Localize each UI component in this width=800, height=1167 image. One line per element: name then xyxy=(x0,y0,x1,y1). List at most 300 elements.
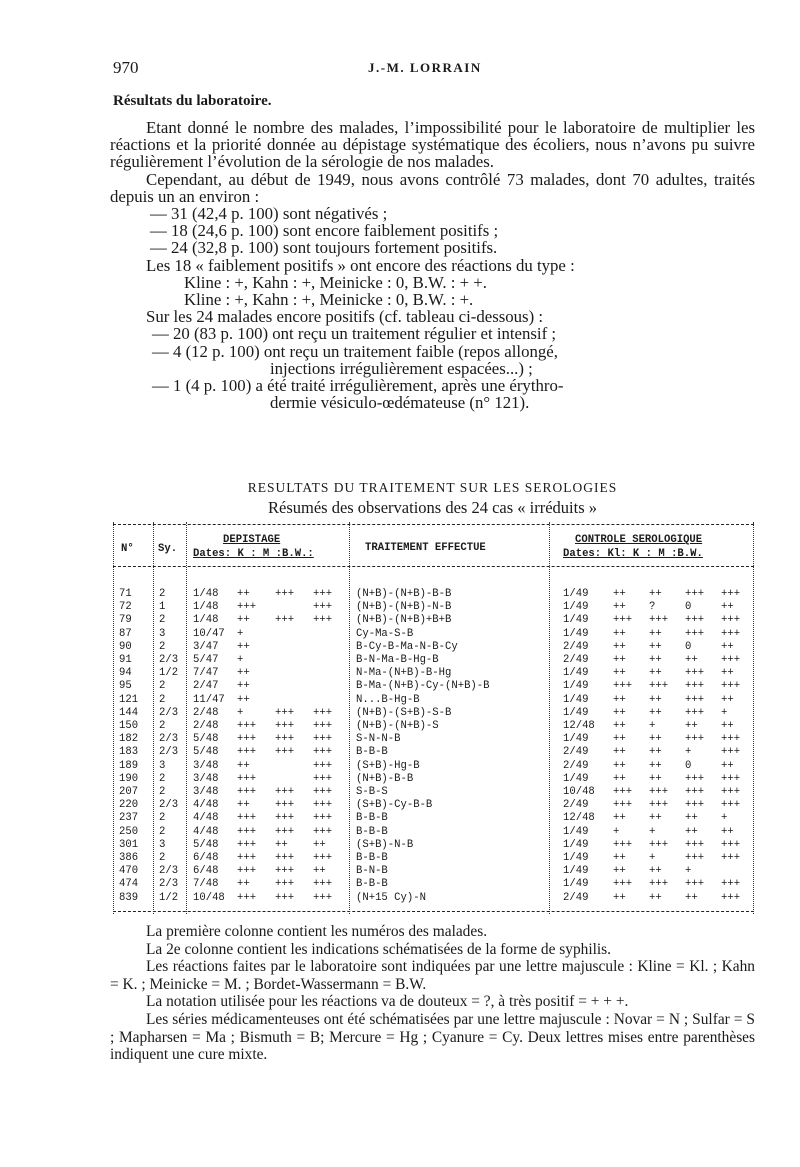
cell-meinicke: +++ xyxy=(275,825,295,838)
cell-date: 3/48 xyxy=(193,759,219,772)
cell-meinicke: +++ xyxy=(275,746,295,759)
cell-traitement: (N+B)-(N+B)+B+B xyxy=(356,614,452,627)
table-divider xyxy=(549,522,550,914)
cell-date: 5/48 xyxy=(193,733,219,746)
cell-bw: ++ xyxy=(313,865,326,878)
reaction-line: Kline : +, Kahn : +, Meinicke : 0, B.W. : +. xyxy=(184,290,474,310)
cell-kahn: +++ xyxy=(237,891,257,904)
cell-traitement: N-Ma-(N+B)-B-Hg xyxy=(356,667,452,680)
cell-kahn: ++ xyxy=(237,693,250,706)
list-item-weak: — 18 (24,6 p. 100) sont encore faiblement positifs ; xyxy=(150,221,499,241)
cell-control-kahn: ++ xyxy=(649,891,662,904)
cell-kahn: +++ xyxy=(237,838,257,851)
cell-control-date: 1/49 xyxy=(563,614,589,627)
cell-traitement: (S+B)-N-B xyxy=(356,838,414,851)
cell-control-meinicke: +++ xyxy=(685,852,705,864)
cell-control-kahn: ++ xyxy=(649,654,662,666)
cell-bw: +++ xyxy=(313,891,333,904)
cell-sy: 3 xyxy=(159,838,166,851)
cell-sy: 2 xyxy=(159,640,166,653)
cell-control-kline: +++ xyxy=(613,614,633,627)
cell-control-kline: ++ xyxy=(613,588,626,600)
cell-sy: 2 xyxy=(159,614,166,627)
cell-bw: +++ xyxy=(313,786,333,798)
cell-no: 71 xyxy=(119,588,132,600)
cell-control-kline: ++ xyxy=(613,720,626,732)
cell-control-kahn: +++ xyxy=(649,799,669,812)
cell-control-kahn: ++ xyxy=(649,627,662,640)
cell-control-bw: ++ xyxy=(721,825,734,838)
cell-sy: 3 xyxy=(159,627,166,640)
cell-date: 1/48 xyxy=(193,601,219,614)
cell-date: 6/48 xyxy=(193,852,219,864)
cell-traitement: B-N-B xyxy=(356,865,388,878)
cell-no: 839 xyxy=(119,891,139,904)
cell-no: 237 xyxy=(119,812,139,825)
cell-traitement: (N+B)-(N+B)-S xyxy=(356,720,439,732)
cell-control-date: 1/49 xyxy=(563,601,589,614)
cell-control-date: 1/49 xyxy=(563,852,589,864)
cell-sy: 2/3 xyxy=(159,706,179,719)
cell-meinicke: +++ xyxy=(275,614,295,627)
table-title: RESULTATS DU TRAITEMENT SUR LES SEROLOGIES xyxy=(247,480,618,495)
cell-control-date: 1/49 xyxy=(563,693,589,706)
cell-no: 150 xyxy=(119,720,139,732)
cell-control-kahn: +++ xyxy=(649,614,669,627)
table-divider xyxy=(153,522,154,914)
cell-control-kahn: ++ xyxy=(649,640,662,653)
footnote: La notation utilisée pour les réactions va de douteux = ?, à très positif = + + +. xyxy=(146,993,629,1011)
cell-sy: 2 xyxy=(159,812,166,825)
cell-kahn: +++ xyxy=(237,852,257,864)
cell-sy: 2/3 xyxy=(159,865,179,878)
cell-no: 95 xyxy=(119,680,132,693)
cell-kahn: +++ xyxy=(237,812,257,825)
cell-date: 3/48 xyxy=(193,786,219,798)
cell-sy: 1/2 xyxy=(159,891,179,904)
cell-control-bw: +++ xyxy=(721,588,741,600)
cell-control-kline: ++ xyxy=(613,852,626,864)
cell-control-kline: ++ xyxy=(613,746,626,759)
cell-control-bw: ++ xyxy=(721,720,734,732)
cell-control-kline: ++ xyxy=(613,733,626,746)
cell-kahn: ++ xyxy=(237,759,250,772)
cell-bw: +++ xyxy=(313,746,333,759)
cell-control-kline: ++ xyxy=(613,772,626,785)
cell-control-kahn: ++ xyxy=(649,772,662,785)
cell-sy: 2 xyxy=(159,852,166,864)
cell-control-date: 2/49 xyxy=(563,799,589,812)
footnote: La 2e colonne contient les indications schématisées de la forme de syphilis. xyxy=(146,940,612,958)
cell-kahn: +++ xyxy=(237,720,257,732)
cell-control-kahn: ++ xyxy=(649,812,662,825)
cell-control-date: 12/48 xyxy=(563,812,595,825)
page-number: 970 xyxy=(113,58,139,77)
cell-control-bw: +++ xyxy=(721,746,741,759)
cell-sy: 2/3 xyxy=(159,746,179,759)
cell-control-kahn: + xyxy=(649,825,656,838)
cell-meinicke: +++ xyxy=(275,799,295,812)
cell-kahn: +++ xyxy=(237,825,257,838)
cell-kahn: + xyxy=(237,654,244,666)
cell-control-bw: + xyxy=(721,706,728,719)
cell-date: 5/48 xyxy=(193,746,219,759)
cell-no: 207 xyxy=(119,786,139,798)
cell-meinicke: +++ xyxy=(275,865,295,878)
running-head: J.-M. LORRAIN xyxy=(368,60,482,75)
cell-no: 250 xyxy=(119,825,139,838)
cell-control-kahn: ++ xyxy=(649,706,662,719)
cell-control-kline: +++ xyxy=(613,680,633,693)
cell-control-kahn: +++ xyxy=(649,878,669,891)
table-divider xyxy=(753,522,754,914)
table-divider xyxy=(113,522,114,914)
cell-control-kline: ++ xyxy=(613,706,626,719)
cell-sy: 2 xyxy=(159,680,166,693)
cell-kahn: ++ xyxy=(237,667,250,680)
cell-bw: +++ xyxy=(313,825,333,838)
cell-control-bw: +++ xyxy=(721,891,741,904)
cell-kahn: ++ xyxy=(237,588,250,600)
cell-control-bw: +++ xyxy=(721,680,741,693)
cell-traitement: (N+B)-(N+B)-N-B xyxy=(356,601,452,614)
cell-bw: +++ xyxy=(313,772,333,785)
cell-sy: 2/3 xyxy=(159,733,179,746)
cell-date: 4/48 xyxy=(193,799,219,812)
cell-bw: ++ xyxy=(313,838,326,851)
cell-kahn: +++ xyxy=(237,733,257,746)
cell-meinicke: +++ xyxy=(275,812,295,825)
cell-no: 72 xyxy=(119,601,132,614)
table-divider xyxy=(349,522,350,914)
footnote: Les séries médicamenteuses ont été schématisées par une lettre majuscule : Novar = N ; Sulfar = S ; Mapharsen = Ma ; Bismuth = B; Mercure = Hg ; Cyanure = Cy. Deux lettres mises entre parenthèses indiquent une cure mixte. xyxy=(110,1010,755,1064)
cell-date: 1/48 xyxy=(193,614,219,627)
cell-meinicke: +++ xyxy=(275,720,295,732)
cell-control-bw: + xyxy=(721,812,728,825)
cell-traitement: B-Cy-B-Ma-N-B-Cy xyxy=(356,640,458,653)
cell-control-date: 2/49 xyxy=(563,746,589,759)
cell-sy: 1/2 xyxy=(159,667,179,680)
cell-kahn: +++ xyxy=(237,865,257,878)
cell-control-date: 2/49 xyxy=(563,891,589,904)
cell-control-kahn: ++ xyxy=(649,667,662,680)
cell-control-date: 12/48 xyxy=(563,720,595,732)
cell-control-kline: +++ xyxy=(613,786,633,798)
cell-control-kline: +++ xyxy=(613,799,633,812)
cell-traitement: (N+B)-B-B xyxy=(356,772,414,785)
cell-control-bw: +++ xyxy=(721,772,741,785)
cell-no: 87 xyxy=(119,627,132,640)
cell-bw: +++ xyxy=(313,720,333,732)
footnote: La première colonne contient les numéros des malades. xyxy=(146,923,488,940)
cell-bw: +++ xyxy=(313,799,333,812)
cell-sy: 2/3 xyxy=(159,799,179,812)
cell-traitement: (S+B)-Hg-B xyxy=(356,759,420,772)
cell-no: 144 xyxy=(119,706,139,719)
cell-traitement: B-N-Ma-B-Hg-B xyxy=(356,654,439,666)
cell-no: 474 xyxy=(119,878,139,891)
cell-control-meinicke: ++ xyxy=(685,812,698,825)
cell-sy: 2 xyxy=(159,772,166,785)
cell-no: 90 xyxy=(119,640,132,653)
cell-control-bw: ++ xyxy=(721,759,734,772)
cell-control-meinicke: +++ xyxy=(685,878,705,891)
footnote: Les réactions faites par le laboratoire sont indiquées par une lettre majuscule : Kline = Kl. ; Kahn = K. ; Meinicke = M. ; Bordet-Wassermann = B.W. xyxy=(110,958,755,993)
cell-control-bw: +++ xyxy=(721,654,741,666)
header-no: N° xyxy=(121,543,134,555)
cell-control-date: 1/49 xyxy=(563,772,589,785)
table-rule xyxy=(113,911,754,912)
cell-control-meinicke: +++ xyxy=(685,693,705,706)
cell-control-meinicke: 0 xyxy=(685,601,692,614)
cell-control-date: 1/49 xyxy=(563,680,589,693)
cell-control-bw: +++ xyxy=(721,786,741,798)
cell-control-bw: ++ xyxy=(721,640,734,653)
cell-control-bw: +++ xyxy=(721,627,741,640)
cell-control-date: 1/49 xyxy=(563,865,589,878)
cell-control-kline: +++ xyxy=(613,838,633,851)
cell-control-bw: ++ xyxy=(721,693,734,706)
cell-control-meinicke: ++ xyxy=(685,825,698,838)
cell-kahn: + xyxy=(237,627,244,640)
cell-control-kline: ++ xyxy=(613,601,626,614)
cell-control-meinicke: ++ xyxy=(685,720,698,732)
list-item-irregular: — 1 (4 p. 100) a été traité irrégulièrement, après une érythro- xyxy=(152,376,564,396)
header-controle: CONTROLE SEROLOGIQUE xyxy=(575,534,703,546)
cell-date: 4/48 xyxy=(193,825,219,838)
cell-control-bw: ++ xyxy=(721,667,734,680)
cell-kahn: + xyxy=(237,706,244,719)
cell-sy: 2 xyxy=(159,786,166,798)
cell-control-date: 1/49 xyxy=(563,733,589,746)
list-item-continuation: dermie vésiculo-œdémateuse (n° 121). xyxy=(270,393,530,413)
cell-control-bw: +++ xyxy=(721,878,741,891)
cell-date: 2/48 xyxy=(193,706,219,719)
cell-bw: +++ xyxy=(313,878,333,891)
cell-control-meinicke: +++ xyxy=(685,614,705,627)
cell-control-meinicke: +++ xyxy=(685,838,705,851)
cell-meinicke: +++ xyxy=(275,588,295,600)
cell-date: 3/47 xyxy=(193,640,219,653)
table-rule xyxy=(113,524,754,525)
header-controle-columns: Dates: Kl: K : M :B.W. xyxy=(563,548,703,560)
cell-control-date: 1/49 xyxy=(563,706,589,719)
cell-control-meinicke: 0 xyxy=(685,640,692,653)
cell-traitement: S-B-S xyxy=(356,786,388,798)
list-item-regular: — 20 (83 p. 100) ont reçu un traitement régulier et intensif ; xyxy=(152,324,557,344)
cell-control-kahn: ++ xyxy=(649,759,662,772)
cell-control-date: 1/49 xyxy=(563,667,589,680)
cell-sy: 2 xyxy=(159,693,166,706)
cell-control-meinicke: +++ xyxy=(685,733,705,746)
cell-control-kahn: +++ xyxy=(649,680,669,693)
cell-bw: +++ xyxy=(313,759,333,772)
cell-control-kahn: ++ xyxy=(649,733,662,746)
list-item-negative: — 31 (42,4 p. 100) sont négativés ; xyxy=(150,204,388,224)
cell-bw: +++ xyxy=(313,733,333,746)
cell-date: 2/47 xyxy=(193,680,219,693)
cell-date: 7/48 xyxy=(193,878,219,891)
cell-traitement: B-B-B xyxy=(356,878,388,891)
cell-traitement: Cy-Ma-S-B xyxy=(356,627,414,640)
cell-control-bw: ++ xyxy=(721,601,734,614)
reaction-line: Kline : +, Kahn : +, Meinicke : 0, B.W. : + +. xyxy=(184,272,487,292)
cell-sy: 1 xyxy=(159,601,166,614)
cell-traitement: B-Ma-(N+B)-Cy-(N+B)-B xyxy=(356,680,490,693)
cell-sy: 2/3 xyxy=(159,654,179,666)
cell-control-kahn: ? xyxy=(649,601,656,614)
cell-traitement: N...B-Hg-B xyxy=(356,693,420,706)
cell-date: 10/47 xyxy=(193,627,225,640)
cell-kahn: ++ xyxy=(237,640,250,653)
cell-control-kahn: +++ xyxy=(649,786,669,798)
list-item-continuation: injections irrégulièrement espacées...) ; xyxy=(270,358,533,378)
cell-traitement: B-B-B xyxy=(356,825,388,838)
cell-date: 2/48 xyxy=(193,720,219,732)
cell-kahn: +++ xyxy=(237,786,257,798)
cell-bw: +++ xyxy=(313,601,333,614)
cell-no: 189 xyxy=(119,759,139,772)
header-depistage: DEPISTAGE xyxy=(223,534,281,546)
cell-no: 183 xyxy=(119,746,139,759)
paragraph-positive: Sur les 24 malades encore positifs (cf. tableau ci-dessous) : xyxy=(146,307,544,327)
cell-control-meinicke: + xyxy=(685,865,692,878)
header-traitement: TRAITEMENT EFFECTUE xyxy=(365,542,486,554)
cell-date: 7/47 xyxy=(193,667,219,680)
list-item-faible: — 4 (12 p. 100) ont reçu un traitement faible (repos allongé, xyxy=(152,341,558,361)
cell-date: 5/47 xyxy=(193,654,219,666)
cell-control-kahn: ++ xyxy=(649,746,662,759)
cell-control-date: 2/49 xyxy=(563,640,589,653)
header-depistage-columns: Dates: K : M :B.W.: xyxy=(193,548,314,560)
cell-control-date: 2/49 xyxy=(563,654,589,666)
cell-bw: +++ xyxy=(313,706,333,719)
cell-kahn: ++ xyxy=(237,614,250,627)
cell-no: 94 xyxy=(119,667,132,680)
cell-kahn: ++ xyxy=(237,878,250,891)
cell-control-bw: +++ xyxy=(721,838,741,851)
cell-control-date: 1/49 xyxy=(563,878,589,891)
cell-traitement: S-N-N-B xyxy=(356,733,401,746)
cell-no: 386 xyxy=(119,852,139,864)
cell-bw: +++ xyxy=(313,614,333,627)
cell-no: 301 xyxy=(119,838,139,851)
cell-sy: 2 xyxy=(159,720,166,732)
section-heading: Résultats du laboratoire. xyxy=(113,93,272,109)
cell-control-kline: ++ xyxy=(613,865,626,878)
page-header xyxy=(113,58,753,82)
cell-sy: 3 xyxy=(159,759,166,772)
cell-control-kline: ++ xyxy=(613,667,626,680)
cell-control-kline: + xyxy=(613,825,620,838)
table-subtitle: Résumés des observations des 24 cas « irréduits » xyxy=(267,498,598,517)
cell-control-meinicke: 0 xyxy=(685,759,692,772)
cell-traitement: B-B-B xyxy=(356,852,388,864)
cell-control-kahn: + xyxy=(649,852,656,864)
cell-control-bw: +++ xyxy=(721,614,741,627)
cell-traitement: B-B-B xyxy=(356,812,388,825)
cell-control-meinicke: +++ xyxy=(685,588,705,600)
paragraph-laboratory: Etant donné le nombre des malades, l’impossibilité pour le laboratoire de multiplier les réactions et la priorité donnée au dépistage systématique des écoliers, nous n’avons pu suivre régulièrement l’évolution de la sérologie de nos malades. xyxy=(110,118,755,172)
cell-control-bw: +++ xyxy=(721,852,741,864)
cell-meinicke: +++ xyxy=(275,891,295,904)
table-notes xyxy=(110,923,755,1064)
cell-control-date: 10/48 xyxy=(563,786,595,798)
cell-control-kline: ++ xyxy=(613,693,626,706)
cell-bw: +++ xyxy=(313,812,333,825)
cell-control-meinicke: + xyxy=(685,746,692,759)
cell-no: 121 xyxy=(119,693,139,706)
cell-bw: +++ xyxy=(313,852,333,864)
cell-no: 91 xyxy=(119,654,132,666)
cell-kahn: +++ xyxy=(237,601,257,614)
cell-sy: 2 xyxy=(159,588,166,600)
cell-kahn: +++ xyxy=(237,772,257,785)
cell-control-meinicke: +++ xyxy=(685,627,705,640)
cell-meinicke: +++ xyxy=(275,706,295,719)
cell-sy: 2/3 xyxy=(159,878,179,891)
cell-control-kline: ++ xyxy=(613,640,626,653)
header-sy: Sy. xyxy=(158,543,178,555)
cell-control-kahn: ++ xyxy=(649,865,662,878)
cell-control-meinicke: ++ xyxy=(685,654,698,666)
cell-control-bw: +++ xyxy=(721,799,741,812)
cell-bw: +++ xyxy=(313,588,333,600)
paragraph-reaction-type: Les 18 « faiblement positifs » ont encore des réactions du type : xyxy=(146,255,575,275)
cell-no: 182 xyxy=(119,733,139,746)
cell-control-kline: ++ xyxy=(613,627,626,640)
cell-kahn: ++ xyxy=(237,680,250,693)
cell-control-kahn: ++ xyxy=(649,693,662,706)
results-table xyxy=(113,522,754,914)
list-item-strong: — 24 (32,8 p. 100) sont toujours fortement positifs. xyxy=(150,238,498,258)
cell-traitement: (N+B)-(S+B)-S-B xyxy=(356,706,452,719)
cell-sy: 2 xyxy=(159,825,166,838)
table-divider xyxy=(186,522,187,914)
table-rule xyxy=(113,566,754,567)
cell-meinicke: +++ xyxy=(275,878,295,891)
cell-control-date: 1/49 xyxy=(563,588,589,600)
cell-control-kahn: +++ xyxy=(649,838,669,851)
cell-kahn: +++ xyxy=(237,746,257,759)
cell-control-meinicke: +++ xyxy=(685,680,705,693)
cell-traitement: (N+B)-(N+B)-B-B xyxy=(356,588,452,600)
cell-control-date: 1/49 xyxy=(563,627,589,640)
cell-date: 5/48 xyxy=(193,838,219,851)
cell-control-meinicke: ++ xyxy=(685,891,698,904)
cell-date: 3/48 xyxy=(193,772,219,785)
cell-control-meinicke: +++ xyxy=(685,772,705,785)
cell-date: 1/48 xyxy=(193,588,219,600)
cell-traitement: B-B-B xyxy=(356,746,388,759)
cell-traitement: (S+B)-Cy-B-B xyxy=(356,799,433,812)
cell-date: 4/48 xyxy=(193,812,219,825)
cell-control-meinicke: +++ xyxy=(685,786,705,798)
cell-meinicke: ++ xyxy=(275,838,288,851)
cell-meinicke: +++ xyxy=(275,852,295,864)
cell-no: 220 xyxy=(119,799,139,812)
cell-meinicke: +++ xyxy=(275,733,295,746)
cell-control-kahn: ++ xyxy=(649,588,662,600)
cell-date: 10/48 xyxy=(193,891,225,904)
cell-control-date: 1/49 xyxy=(563,825,589,838)
cell-no: 190 xyxy=(119,772,139,785)
cell-control-meinicke: +++ xyxy=(685,706,705,719)
cell-control-kline: ++ xyxy=(613,891,626,904)
cell-date: 6/48 xyxy=(193,865,219,878)
cell-control-kline: ++ xyxy=(613,654,626,666)
cell-control-kline: ++ xyxy=(613,812,626,825)
